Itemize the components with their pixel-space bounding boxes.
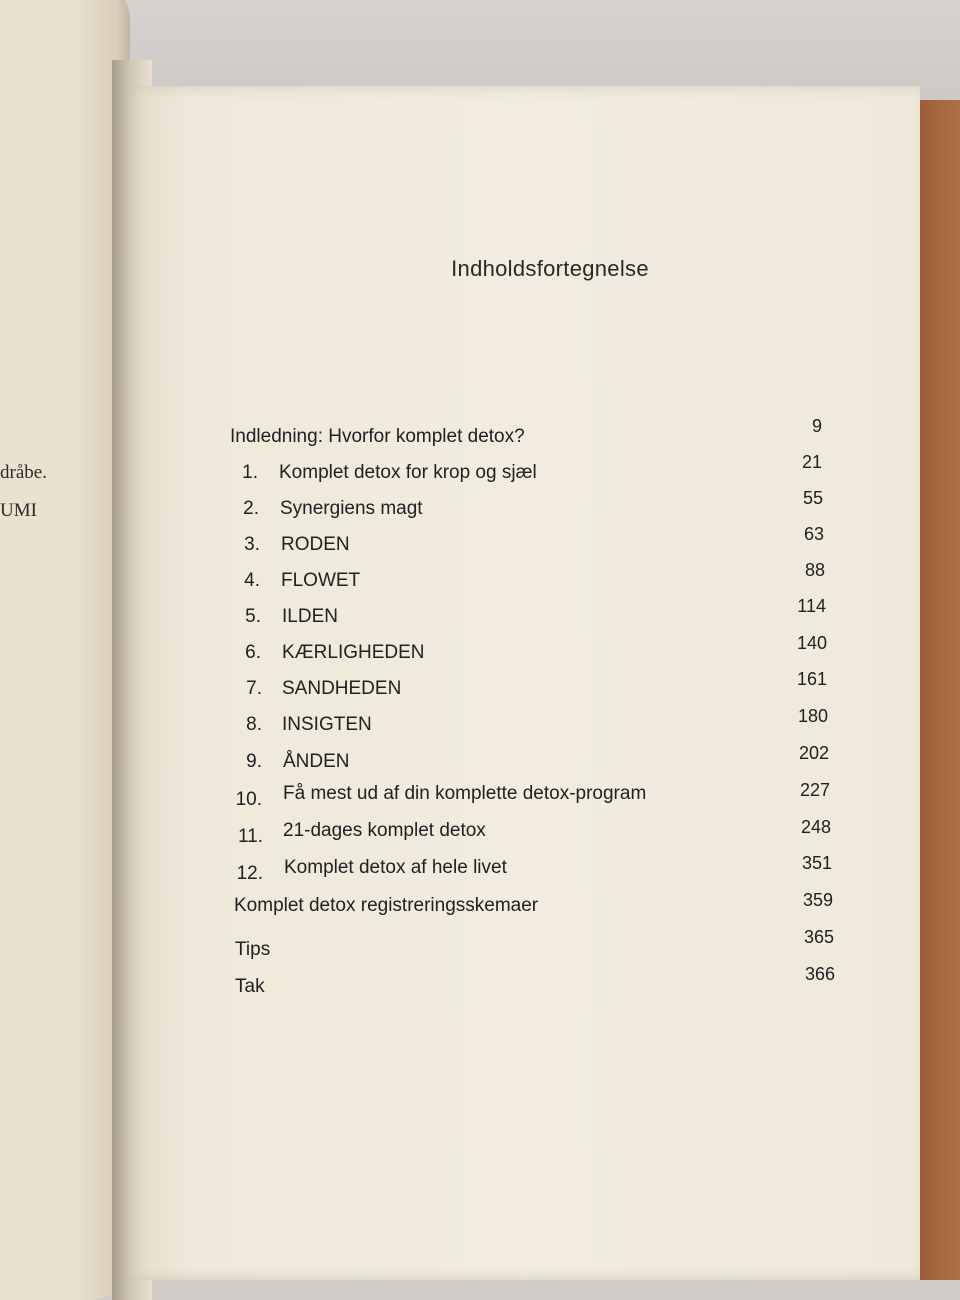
toc-entry-page: 21 [801, 452, 822, 472]
toc-entry-page: 365 [803, 927, 834, 947]
toc-entry-label: RODEN [281, 534, 350, 555]
toc-entry-page: 202 [798, 743, 829, 763]
toc-entry-label: INSIGTEN [282, 714, 372, 735]
toc-entry-number: 8. [246, 714, 262, 735]
toc-entry-page: 248 [800, 817, 831, 837]
table-of-contents [128, 86, 920, 1280]
toc-entry-label: Indledning: Hvorfor komplet detox? [230, 426, 525, 447]
toc-entry-number: 11. [237, 826, 263, 847]
toc-entry-label: KÆRLIGHEDEN [282, 642, 425, 663]
toc-entry-label: 21-dages komplet detox [283, 820, 486, 841]
toc-entry-page: 180 [797, 706, 828, 726]
toc-entry-label: Synergiens magt [280, 498, 423, 519]
toc-entry-page: 351 [801, 853, 832, 873]
toc-entry-number: 5. [245, 606, 261, 627]
toc-entry-label: Tips [235, 939, 271, 960]
toc-entry-page: 114 [797, 596, 826, 616]
toc-entry-page: 161 [796, 669, 827, 689]
toc-entry-number: 10. [235, 789, 262, 810]
toc-entry-page: 63 [803, 524, 824, 544]
toc-entry-number: 6. [245, 642, 261, 663]
toc-entry-page: 55 [802, 488, 823, 508]
toc-entry-label: Få mest ud af din komplette detox-program [283, 783, 647, 804]
toc-entry-number: 2. [243, 498, 259, 519]
toc-entry-page: 88 [804, 560, 825, 580]
toc-entry-label: FLOWET [281, 570, 361, 591]
toc-entry-number: 1. [242, 462, 258, 483]
toc-entry-page: 140 [796, 633, 827, 653]
toc-entry-label: Komplet detox af hele livet [284, 857, 507, 878]
toc-entry-label: Tak [235, 976, 265, 997]
toc-entry-label: ILDEN [282, 606, 338, 627]
toc-entry-page: 227 [799, 780, 830, 800]
left-page-text-fragment: dråbe. [0, 462, 47, 483]
left-page-text-fragment: UMI [0, 500, 37, 521]
toc-entry-page: 366 [804, 964, 835, 984]
toc-entry-label: ÅNDEN [283, 751, 350, 772]
toc-entry-number: 9. [246, 751, 262, 772]
toc-entry-label: Komplet detox registreringsskemaer [234, 895, 539, 916]
left-page [0, 0, 130, 1300]
right-page [128, 86, 920, 1280]
toc-entry-page: 359 [802, 890, 833, 910]
toc-entry-label: SANDHEDEN [282, 678, 402, 699]
toc-entry-number: 4. [244, 570, 260, 591]
toc-entry-page: 9 [811, 416, 822, 436]
toc-entry-number: 7. [246, 678, 262, 699]
toc-entry-number: 12. [236, 863, 263, 884]
toc-entry-label: Komplet detox for krop og sjæl [279, 462, 537, 483]
toc-entry-number: 3. [244, 534, 260, 555]
page-title: Indholdsfortegnelse [451, 256, 649, 281]
